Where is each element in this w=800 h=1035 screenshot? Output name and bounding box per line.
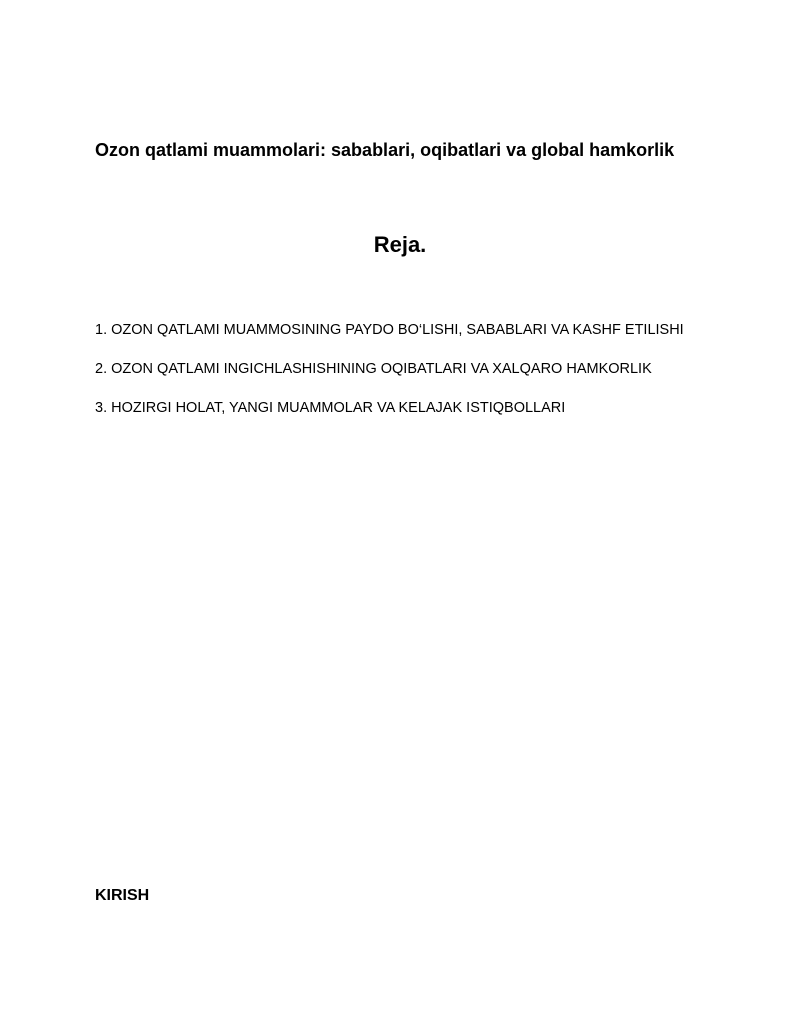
document-title: Ozon qatlami muammolari: sabablari, oqibatlari va global hamkorlik [95,140,675,160]
plan-list [95,318,705,435]
plan-item: 1. OZON QATLAMI MUAMMOSINING PAYDO BO‘LISHI, SABABLARI VA KASHF ETILISHI [95,322,684,338]
plan-item: 2. OZON QATLAMI INGICHLASHISHINING OQIBATLARI VA XALQARO HAMKORLIK [95,361,652,377]
section-heading-introduction: KIRISH [95,887,150,904]
plan-item: 3. HOZIRGI HOLAT, YANGI MUAMMOLAR VA KELAJAK ISTIQBOLLARI [95,400,566,416]
plan-heading: Reja. [373,232,427,257]
